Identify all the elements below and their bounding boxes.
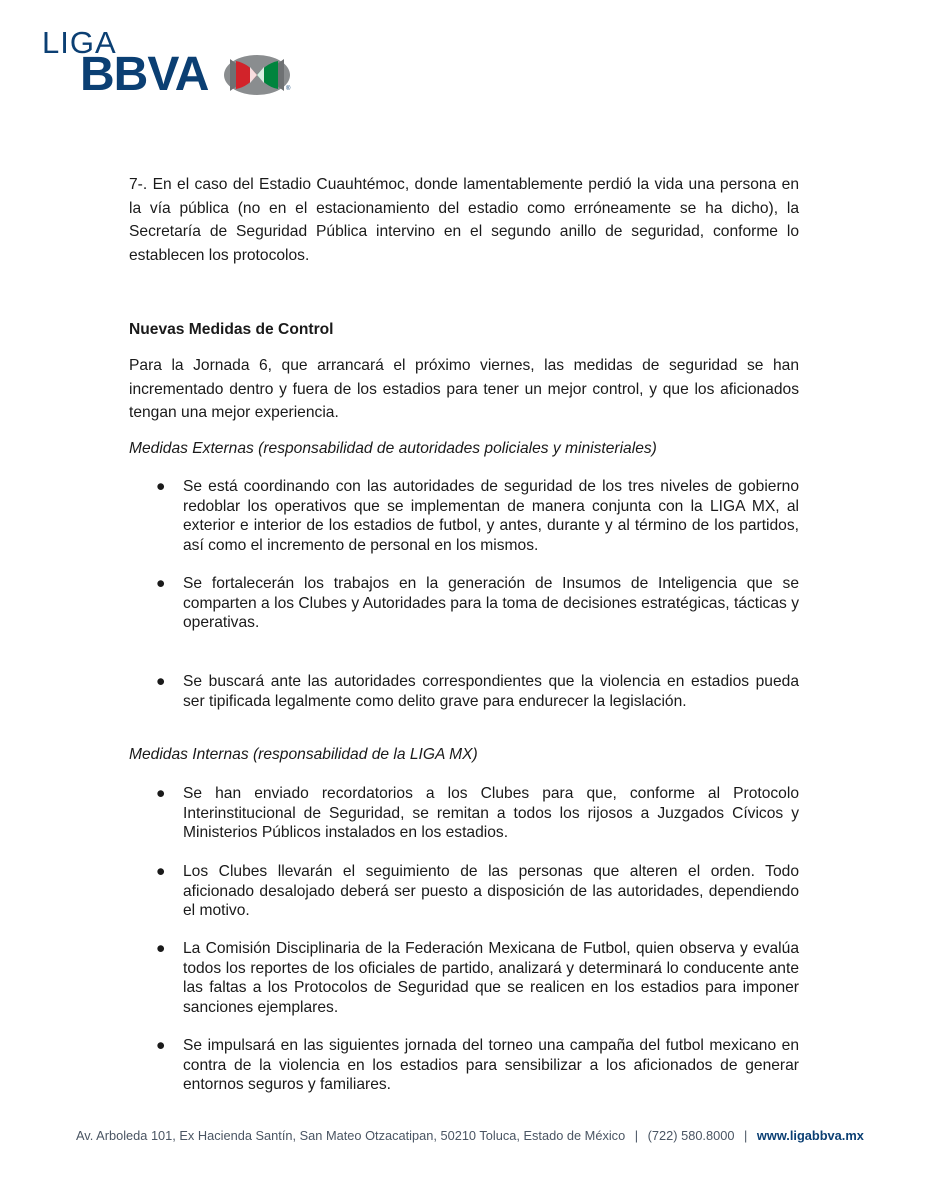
bullet-icon: ●	[156, 785, 166, 802]
footer-website-link[interactable]: www.ligabbva.mx	[756, 1128, 864, 1143]
footer-address: Av. Arboleda 101, Ex Hacienda Santín, San Mateo Otzacatipan, 50210 Toluca, Estado de México	[76, 1128, 626, 1143]
list-item	[129, 574, 799, 633]
bullet-icon: ●	[156, 575, 166, 592]
page-footer	[76, 1128, 876, 1143]
list-item	[129, 784, 799, 843]
list-item	[129, 672, 799, 711]
footer-separator: |	[634, 1128, 639, 1143]
list-item-text: Se buscará ante las autoridades correspondientes que la violencia en estadios pueda ser tipificada legalmente como delito grave para endurecer la legislación.	[183, 673, 799, 710]
list-item	[129, 1036, 799, 1095]
footer-separator: |	[744, 1128, 748, 1143]
list-item-text: La Comisión Disciplinaria de la Federación Mexicana de Futbol, quien observa y evalúa todos los reportes de los oficiales de partido, analizará y determinará lo conducente ante las faltas a los Protocolos de Seguridad que se realicen en los estadios para imponer sanciones ejemplares.	[183, 940, 799, 1016]
list-item-text: Se impulsará en las siguientes jornada del torneo una campaña del futbol mexicano en contra de la violencia en los estadios para sensibilizar a los aficionados de generar entornos seguros y familiares.	[183, 1037, 799, 1093]
paragraph-estadio-cuauhtemoc: 7-. En el caso del Estadio Cuauhtémoc, donde lamentablemente perdió la vida una persona en la vía pública (no en el estacionamiento del estadio como erróneamente se ha dicho), la Secretaría de Seguridad Pública intervino en el segundo anillo de seguridad, conforme lo establecen los protocolos.	[129, 176, 799, 264]
bullet-icon: ●	[156, 673, 166, 690]
list-item-text: Los Clubes llevarán el seguimiento de las personas que alteren el orden. Todo aficionado desalojado deberá ser puesto a disposición de las autoridades, dependiendo el motivo.	[183, 863, 799, 919]
footer-phone: (722) 580.8000	[647, 1128, 735, 1143]
heading-medidas-internas: Medidas Internas (responsabilidad de la LIGA MX)	[129, 746, 478, 763]
paragraph-jornada-6: Para la Jornada 6, que arrancará el próximo viernes, las medidas de seguridad se han incrementado dentro y fuera de los estadios para tener un mejor control, y que los aficionados tengan una mejor experiencia.	[129, 357, 799, 421]
bullet-icon: ●	[156, 478, 166, 495]
bullet-icon: ●	[156, 863, 166, 880]
list-item	[129, 477, 799, 555]
list-item-text: Se han enviado recordatorios a los Clubes para que, conforme al Protocolo Interinstitucional de Seguridad, se remitan a todos los rijosos a Juzgados Cívicos y Ministerios Públicos instalados en los estadios.	[183, 785, 799, 841]
list-item-text: Se fortalecerán los trabajos en la generación de Insumos de Inteligencia que se comparten a los Clubes y Autoridades para la toma de decisiones estratégicas, tácticas y operativas.	[183, 575, 799, 631]
logo-bbva-text: BBVA	[80, 48, 209, 101]
bullet-icon: ●	[156, 940, 166, 957]
list-item-text: Se está coordinando con las autoridades de seguridad de los tres niveles de gobierno redoblar los operativos que se implementan de manera conjunta con la LIGA MX, al exterior e interior de los estadios de futbol, y antes, durante y al término de los partidos, así como el incremento de personal en los mismos.	[183, 478, 799, 554]
section-title-nuevas-medidas: Nuevas Medidas de Control	[129, 321, 334, 338]
bullet-icon: ●	[156, 1037, 166, 1054]
registered-mark: ®	[286, 86, 291, 92]
list-item	[129, 862, 799, 921]
liga-mx-mark-icon	[222, 53, 292, 97]
logo-liga-text: LIGA	[42, 25, 117, 60]
liga-bbva-logo	[42, 26, 302, 100]
list-item	[129, 939, 799, 1017]
heading-medidas-externas: Medidas Externas (responsabilidad de autoridades policiales y ministeriales)	[129, 440, 657, 457]
